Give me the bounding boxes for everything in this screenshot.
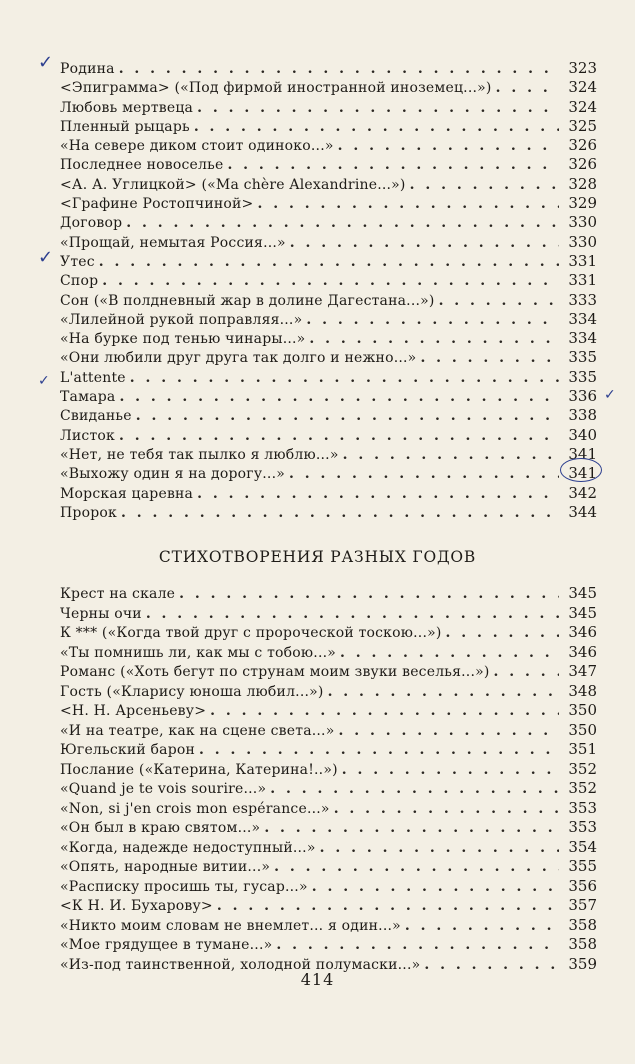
toc-entry <box>60 445 597 464</box>
toc-entry <box>60 117 597 136</box>
dot-leader <box>320 839 559 858</box>
entry-title: «Он был в краю святом...» <box>60 820 261 836</box>
entry-page: 336 <box>568 387 597 406</box>
dot-leader <box>306 311 559 329</box>
toc-entry <box>60 464 597 483</box>
dot-leader <box>210 702 559 721</box>
toc-entry <box>60 252 597 271</box>
dot-leader <box>270 780 559 799</box>
dot-leader <box>276 936 559 955</box>
entry-page: 326 <box>568 155 597 174</box>
toc-entry <box>60 59 597 78</box>
entry-title: <Эпиграмма> («Под фирмой иностранной иноземец...») <box>60 80 492 97</box>
entry-title: «Quand je te vois sourire...» <box>60 781 267 797</box>
dot-leader <box>334 800 559 819</box>
toc-entry <box>60 604 597 624</box>
dot-leader <box>496 79 559 97</box>
toc-entry <box>60 935 597 955</box>
toc-entry <box>60 233 597 252</box>
toc-entry <box>60 310 597 329</box>
entry-title: «Они любили друг друга так долго и нежно...» <box>60 350 417 367</box>
entry-title: Утес <box>60 253 95 270</box>
toc-entry <box>60 271 597 290</box>
toc-entry <box>60 503 597 522</box>
dot-leader <box>194 118 559 136</box>
toc-entry <box>60 406 597 425</box>
entry-title: «Non, si j'en crois mon espérance...» <box>60 800 330 817</box>
entry-page: 323 <box>568 59 597 77</box>
entry-page: 350 <box>568 720 597 739</box>
toc-entry <box>60 838 597 858</box>
entry-page: 348 <box>568 681 597 700</box>
toc-entry <box>60 98 597 117</box>
entry-page: 344 <box>568 502 597 521</box>
entry-page: 354 <box>568 837 597 856</box>
entry-title: Тамара <box>60 389 116 406</box>
toc-entry <box>60 818 597 838</box>
dot-leader <box>274 858 559 877</box>
dot-leader <box>338 137 559 155</box>
dot-leader <box>119 427 559 445</box>
toc-entry <box>60 484 597 503</box>
dot-leader <box>410 176 559 194</box>
entry-title: «Опять, народные витии...» <box>60 859 271 875</box>
dot-leader <box>99 253 559 271</box>
entry-title: «Мое грядущее в тумане...» <box>60 937 273 953</box>
entry-title: Морская царевна <box>60 485 194 502</box>
entry-title: Пророк <box>60 504 117 521</box>
entry-title: «И на театре, как на сцене света...» <box>60 722 335 739</box>
toc-entry <box>60 329 597 348</box>
toc-entry <box>60 682 597 702</box>
check-mark-icon: ✓ <box>38 52 54 73</box>
entry-page: 333 <box>568 290 597 309</box>
entry-title: Югельский барон <box>60 742 196 758</box>
entry-page: 350 <box>568 701 597 719</box>
toc-entry <box>60 799 597 819</box>
toc-entry <box>60 779 597 799</box>
entry-page: 324 <box>568 78 597 97</box>
entry-page: 335 <box>568 348 597 367</box>
dot-leader <box>343 446 559 464</box>
dot-leader <box>121 504 559 522</box>
entry-page: 341 <box>568 464 597 483</box>
entry-page: 356 <box>568 876 597 895</box>
entry-title: Послание («Катерина, Катерина!..») <box>60 761 338 778</box>
dot-leader <box>420 349 559 367</box>
entry-page: 345 <box>568 603 597 622</box>
dot-leader <box>102 272 559 290</box>
toc-entry <box>60 857 597 877</box>
check-mark-icon: ✓ <box>38 247 54 268</box>
entry-page: 328 <box>568 174 597 193</box>
dot-leader <box>328 683 559 702</box>
entry-page: 326 <box>568 136 597 155</box>
entry-page: 335 <box>568 367 597 386</box>
dot-leader <box>179 585 559 604</box>
toc-entry <box>60 877 597 897</box>
entry-title: <К Н. И. Бухарову> <box>60 898 213 914</box>
dot-leader <box>257 195 559 213</box>
dot-leader <box>136 407 559 425</box>
dot-leader <box>146 605 559 624</box>
entry-title: «Когда, надежде недоступный...» <box>60 839 316 856</box>
contents-list-1 <box>60 59 597 522</box>
entry-title: Родина <box>60 61 115 77</box>
toc-entry <box>60 916 597 936</box>
toc-entry <box>60 78 597 97</box>
entry-title: Свиданье <box>60 408 132 425</box>
entry-title: «Прощай, немытая Россия...» <box>60 234 286 251</box>
entry-title: <Н. Н. Арсеньеву> <box>60 703 207 719</box>
entry-title: Черны очи <box>60 605 142 622</box>
entry-page: 334 <box>568 329 597 348</box>
toc-entry <box>60 348 597 367</box>
entry-page: 353 <box>568 798 597 817</box>
entry-page: 351 <box>568 740 597 758</box>
toc-entry <box>60 291 597 310</box>
dot-leader <box>199 741 559 760</box>
entry-title: К *** («Когда твой друг с пророческой тоскою...») <box>60 625 442 641</box>
toc-entry <box>60 896 597 916</box>
entry-page: 358 <box>568 915 597 934</box>
toc-entry <box>60 387 597 406</box>
entry-title: «Ты помнишь ли, как мы с тобою...» <box>60 644 337 661</box>
entry-page: 338 <box>568 406 597 425</box>
entry-page: 329 <box>568 194 597 213</box>
entry-title: L'attente <box>60 369 126 386</box>
dot-leader <box>309 330 559 348</box>
entry-title: «На бурке под тенью чинары...» <box>60 331 306 348</box>
dot-leader <box>342 761 559 780</box>
entry-title: Спор <box>60 273 99 290</box>
circled-page-number <box>560 458 602 482</box>
dot-leader <box>290 234 559 252</box>
entry-page: 355 <box>568 857 597 875</box>
entry-title: «Расписку просишь ты, гусар...» <box>60 878 308 895</box>
entry-title: Романс («Хоть бегут по струнам моим звуки веселья...») <box>60 664 490 680</box>
toc-entry <box>60 760 597 780</box>
dot-leader <box>405 917 559 936</box>
entry-page: 347 <box>568 662 597 680</box>
entry-page: 357 <box>568 896 597 914</box>
entry-page: 358 <box>568 935 597 953</box>
entry-page: 342 <box>568 483 597 502</box>
toc-entry <box>60 426 597 445</box>
toc-entry <box>60 701 597 721</box>
toc-entry <box>60 155 597 174</box>
section-heading: СТИХОТВОРЕНИЯ РАЗНЫХ ГОДОВ <box>158 548 477 566</box>
entry-title: «Из-под таинственной, холодной полумаски...» <box>60 956 421 973</box>
toc-entry <box>60 623 597 643</box>
entry-page: 346 <box>568 623 597 641</box>
entry-title: «На севере диком стоит одиноко...» <box>60 138 334 155</box>
toc-entry <box>60 194 597 213</box>
dot-leader <box>494 663 559 682</box>
entry-page: 330 <box>568 232 597 251</box>
entry-page: 346 <box>568 642 597 661</box>
toc-entry <box>60 643 597 663</box>
dot-leader <box>130 369 559 387</box>
entry-page: 324 <box>568 97 597 116</box>
toc-entry <box>60 175 597 194</box>
entry-title: Гость («Кларису юноша любил...») <box>60 683 324 700</box>
check-mark-icon: ✓ <box>38 373 50 389</box>
dot-leader <box>439 292 559 310</box>
entry-page: 330 <box>568 213 597 232</box>
page-number: 414 <box>300 970 335 989</box>
entry-title: Любовь мертвеца <box>60 99 194 116</box>
dot-leader <box>338 722 559 741</box>
entry-title: Крест на скале <box>60 586 176 602</box>
entry-title: Пленный рыцарь <box>60 118 190 135</box>
dot-leader <box>264 819 559 838</box>
contents-list-2 <box>60 584 597 974</box>
entry-title: Листок <box>60 427 115 444</box>
entry-page: 352 <box>568 759 597 778</box>
dot-leader <box>289 465 559 483</box>
toc-entry <box>60 136 597 155</box>
dot-leader <box>197 99 559 117</box>
dot-leader <box>446 624 559 643</box>
toc-entry <box>60 740 597 760</box>
entry-title: <А. А. Углицкой> («Ma chère Alexandrine...») <box>60 176 406 193</box>
entry-page: 331 <box>568 251 597 270</box>
dot-leader <box>340 644 559 663</box>
toc-entry <box>60 584 597 604</box>
entry-title: «Нет, не тебя так пылко я люблю...» <box>60 446 339 463</box>
entry-title: «Лилейной рукой поправляя...» <box>60 311 303 328</box>
entry-title: Договор <box>60 215 123 232</box>
entry-page: 340 <box>568 425 597 444</box>
entry-page: 341 <box>568 444 597 463</box>
check-mark-icon: ✓ <box>604 387 616 403</box>
dot-leader <box>217 897 559 916</box>
toc-entry <box>60 662 597 682</box>
dot-leader <box>227 156 559 174</box>
entry-title: Сон («В полдневный жар в долине Дагестана...») <box>60 292 435 309</box>
entry-page: 325 <box>568 116 597 135</box>
entry-title: Последнее новоселье <box>60 157 224 174</box>
toc-entry <box>60 721 597 741</box>
entry-title: «Никто моим словам не внемлет... я один...» <box>60 917 401 934</box>
dot-leader <box>197 485 559 503</box>
toc-entry <box>60 213 597 232</box>
dot-leader <box>119 60 559 78</box>
entry-title: «Выхожу один я на дорогу...» <box>60 466 285 483</box>
toc-entry <box>60 368 597 387</box>
dot-leader <box>126 214 559 232</box>
entry-page: 345 <box>568 584 597 602</box>
entry-page: 331 <box>568 271 597 290</box>
entry-page: 359 <box>568 954 597 973</box>
entry-page: 334 <box>568 309 597 328</box>
dot-leader <box>119 388 559 406</box>
dot-leader <box>312 878 559 897</box>
entry-page: 352 <box>568 779 597 797</box>
entry-page: 353 <box>568 818 597 836</box>
entry-title: <Графине Ростопчиной> <box>60 196 254 213</box>
